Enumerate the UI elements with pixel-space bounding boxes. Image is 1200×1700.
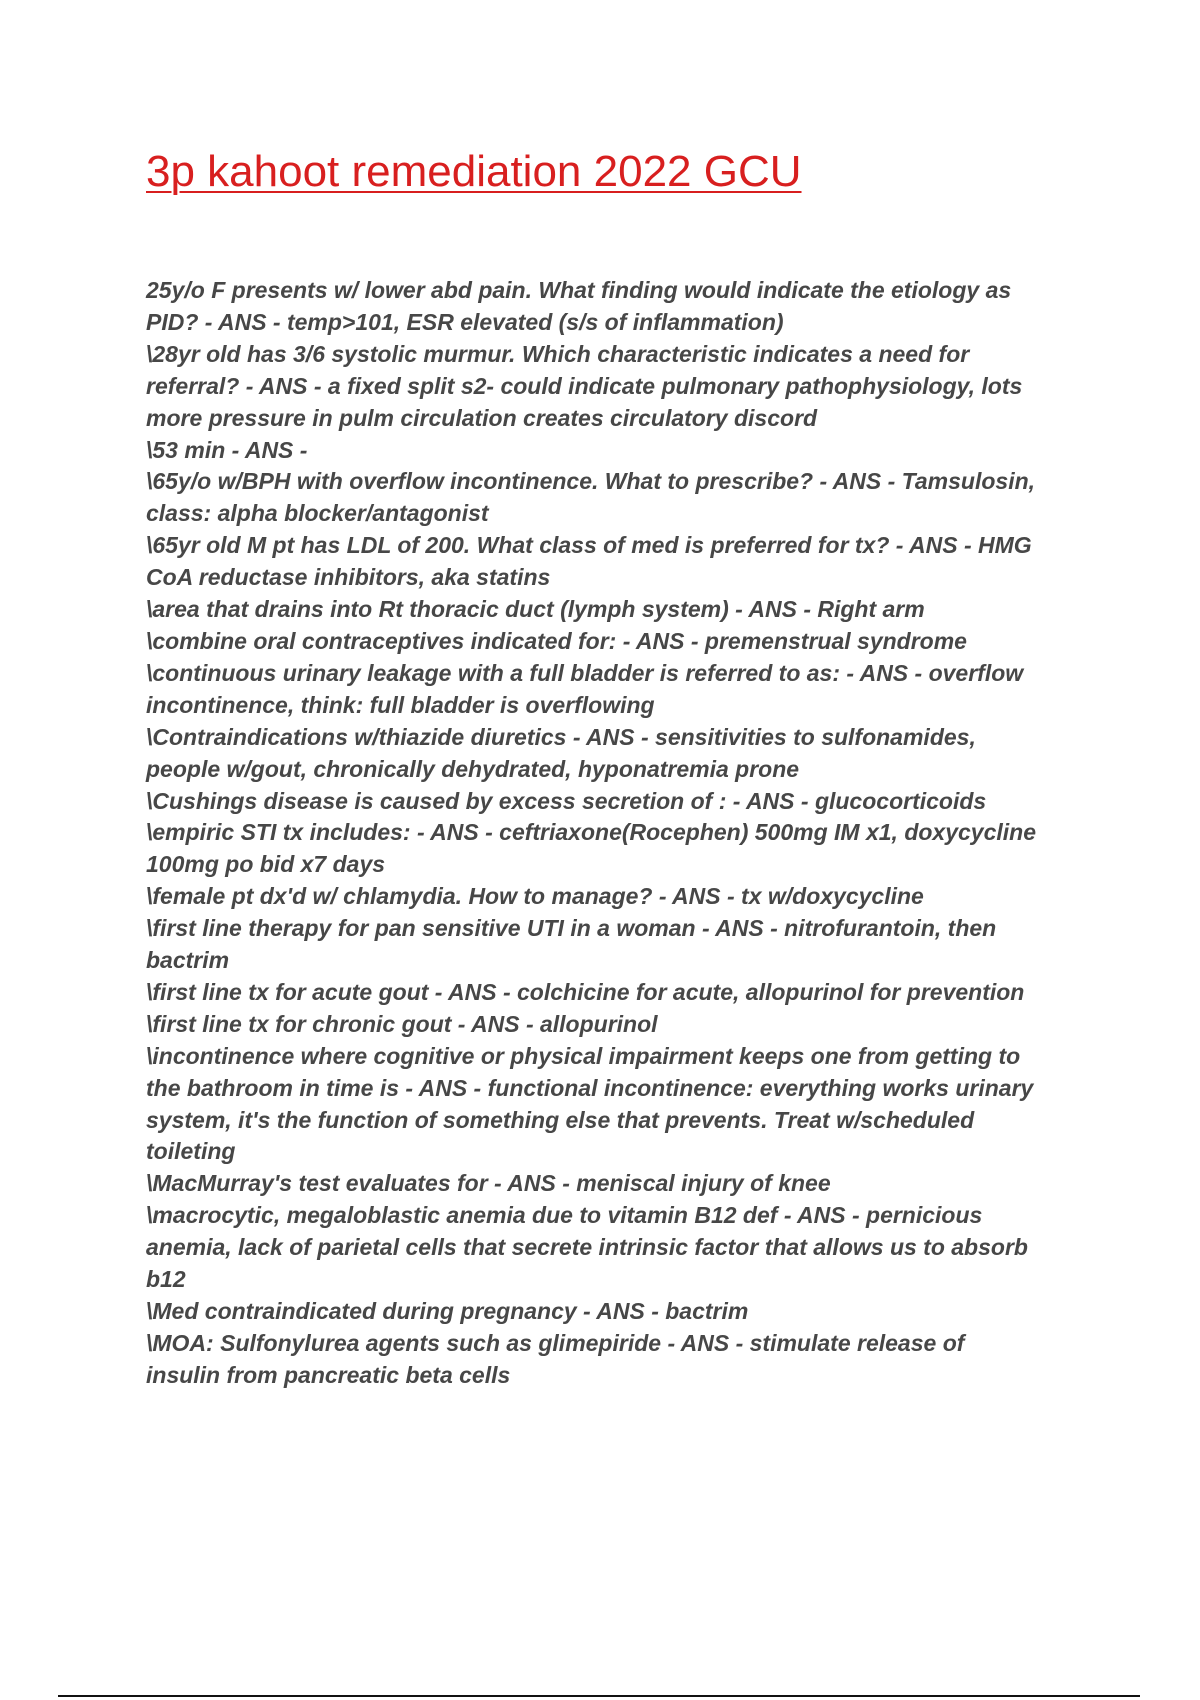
text-line: \incontinence where cognitive or physical impairment keeps one from getting to (146, 1042, 1021, 1069)
text-line: CoA reductase inhibitors, aka statins (146, 564, 551, 591)
text-line: people w/gout, chronically dehydrated, hyponatremia prone (146, 755, 800, 782)
text-line: \MacMurray's test evaluates for - ANS - meniscal injury of knee (146, 1170, 831, 1197)
text-line: the bathroom in time is - ANS - functional incontinence: everything works urinary (146, 1074, 1034, 1101)
qa-list (146, 275, 1096, 1392)
text-line: \first line tx for acute gout - ANS - colchicine for acute, allopurinol for prevention (146, 978, 1025, 1005)
text-line: \continuous urinary leakage with a full bladder is referred to as: - ANS - overflow (146, 659, 1024, 686)
text-line: 25y/o F presents w/ lower abd pain. What finding would indicate the etiology as (146, 277, 1012, 303)
text-line: \Cushings disease is caused by excess secretion of : - ANS - glucocorticoids (146, 787, 987, 814)
text-line: \Contraindications w/thiazide diuretics - ANS - sensitivities to sulfonamides, (146, 723, 976, 750)
page-bottom-rule (58, 1695, 1140, 1697)
text-line: 100mg po bid x7 days (146, 851, 386, 878)
text-line: incontinence, think: full bladder is overflowing (146, 691, 655, 718)
text-line: system, it's the function of something else that prevents. Treat w/scheduled (146, 1106, 975, 1133)
text-line: \65y/o w/BPH with overflow incontinence. What to prescribe? - ANS - Tamsulosin, (146, 468, 1036, 495)
text-line: \65yr old M pt has LDL of 200. What class of med is preferred for tx? - ANS - HMG (146, 532, 1032, 559)
text-line: \female pt dx'd w/ chlamydia. How to manage? - ANS - tx w/doxycycline (146, 883, 924, 910)
text-line: \first line tx for chronic gout - ANS - allopurinol (146, 1010, 658, 1037)
text-line: bactrim (146, 947, 230, 974)
text-line: referral? - ANS - a fixed split s2- could indicate pulmonary pathophysiology, lots (146, 372, 1023, 399)
document-title: 3p kahoot remediation 2022 GCU (146, 147, 802, 196)
text-line: class: alpha blocker/antagonist (146, 500, 489, 527)
text-line: \MOA: Sulfonylurea agents such as glimepiride - ANS - stimulate release of (146, 1329, 965, 1356)
text-line: b12 (146, 1266, 186, 1293)
text-line: \first line therapy for pan sensitive UTI in a woman - ANS - nitrofurantoin, then (146, 915, 997, 942)
text-line: \Med contraindicated during pregnancy - ANS - bactrim (146, 1298, 749, 1324)
text-line: \empiric STI tx includes: - ANS - ceftriaxone(Rocephen) 500mg IM x1, doxycycline (146, 819, 1037, 846)
text-line: \area that drains into Rt thoracic duct (lymph system) - ANS - Right arm (146, 596, 925, 623)
text-line: more pressure in pulm circulation creates circulatory discord (146, 404, 818, 431)
text-line: \combine oral contraceptives indicated for: - ANS - premenstrual syndrome (146, 627, 967, 654)
text-line: PID? - ANS - temp>101, ESR elevated (s/s of inflammation) (146, 308, 784, 335)
text-line: \28yr old has 3/6 systolic murmur. Which characteristic indicates a need for (146, 340, 970, 367)
text-line: anemia, lack of parietal cells that secrete intrinsic factor that allows us to absorb (146, 1234, 1028, 1261)
text-line: toileting (146, 1138, 236, 1165)
text-line: \macrocytic, megaloblastic anemia due to vitamin B12 def - ANS - pernicious (146, 1202, 983, 1229)
text-line: \53 min - ANS - (146, 436, 308, 463)
text-line: insulin from pancreatic beta cells (146, 1361, 511, 1388)
